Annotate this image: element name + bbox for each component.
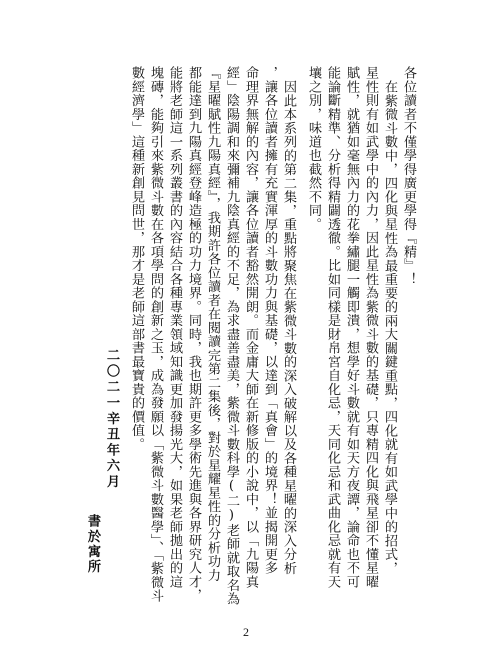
page-number: 2	[243, 625, 249, 639]
text-column-6: 壤之別，味道也截然不同。	[306, 66, 321, 231]
text-column-11: 『星曜賦性九陽真經』，我期許各位讀者在閱讀完第二集後，對於星耀星性的分析功力	[205, 66, 220, 582]
text-column-3: 星性則有如武學中的內力，因此星性為紫微斗數的基礎，只專精四化與飛星卻不懂星曜	[363, 66, 378, 589]
text-column-14: 塊磚，能夠引來紫微斗數在各項學問的創新之玉，成為發願以「紫微斗數醫學」、「紫微斗	[148, 66, 163, 603]
text-column-10: 經」陰陽調和來彌補九陰真經的不足，為求盡善盡美，紫微斗數科學(二)老師就取名為	[224, 66, 239, 606]
text-column-15: 數經濟學」這種新創見問世，那才是老師這部書最寶貴的價值。	[129, 66, 144, 451]
text-column-1: 各位讀者不僅學得廣更學得『精』！	[401, 66, 416, 286]
text-column-8: ，讓各位讀者擁有充實渾厚的斗數功力與基礎，以達到「真會」的境界！並揭開更多	[262, 66, 277, 575]
text-column-4: 賦性，就猶如毫無內力的花拳繡腿一觸即潰，想學好斗數就有如天方夜譚，論命也不可	[344, 66, 359, 589]
text-column-5: 能論斷精準、分析得精闢透徹。比如同樣是財帛宮自化忌，天同化忌和武曲化忌就有天	[325, 66, 340, 589]
text-column-12: 都能達到九陽真經登峰造極的功力境界。同時，我也期許更多學術先進與各界研究人才，	[186, 66, 201, 603]
date-signature: 二〇二一辛丑年六月	[104, 348, 119, 491]
text-column-9: 命理界無解的內容，讓各位讀者豁然開朗。而金庸大師在新修版的小說中，以「九陽真	[243, 66, 258, 589]
text-column-2: 在紫微斗數中，四化與星性為最重要的兩大關鍵重點，四化就有如武學中的招式，	[382, 80, 397, 575]
place-signature: 書於寓所	[85, 514, 100, 575]
text-column-7: 因此本系列的第二集，重點將聚焦在紫微斗數的深入破解以及各種星曜的深入分析	[281, 80, 296, 575]
text-column-13: 能將老師這一系列叢書的內容結合各種專業領域知識更加發揚光大，如果老師拋出的這	[167, 66, 182, 589]
